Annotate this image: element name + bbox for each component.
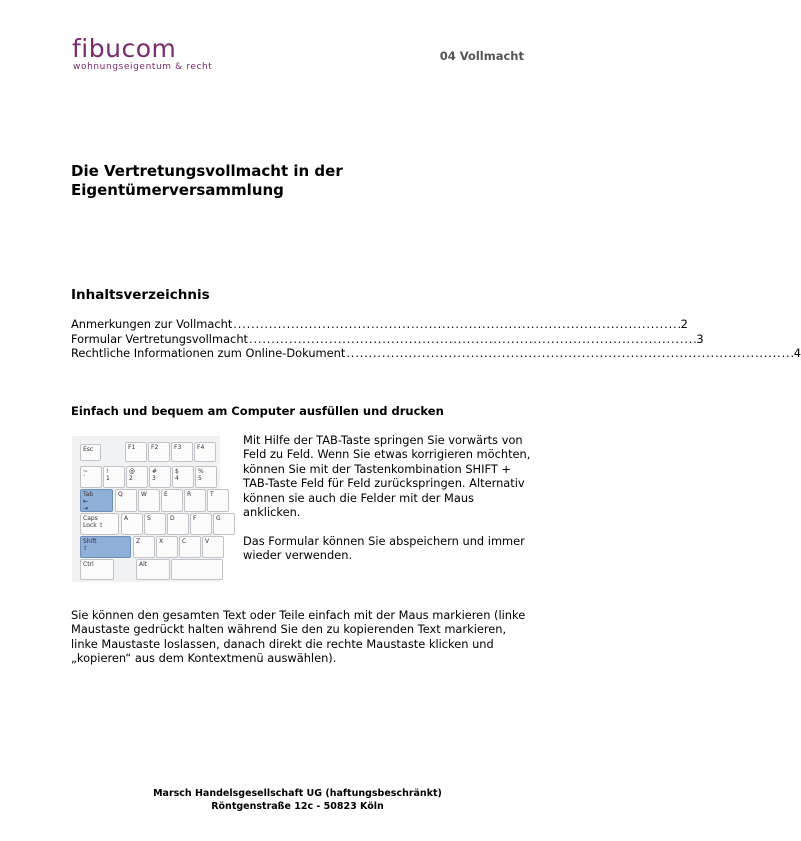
key-bottom-label: ` — [83, 475, 86, 482]
keyboard-illustration — [72, 436, 220, 582]
keyboard-key-r: R — [184, 489, 206, 512]
keyboard-key-esc: Esc — [80, 444, 101, 461]
toc-leader-dots — [346, 346, 792, 361]
keyboard-key-w: W — [138, 489, 160, 512]
caps-lock-icon: ⇪ — [98, 522, 104, 529]
keyboard-key-1 — [103, 466, 125, 488]
title-line-2: Eigentümerversammlung — [71, 181, 284, 199]
keyboard-key-f4: F4 — [194, 442, 216, 462]
keyboard-key-f3: F3 — [171, 442, 193, 462]
keyboard-key-f: F — [190, 513, 212, 535]
company-logo — [72, 36, 212, 72]
key-bottom-label: 2 — [129, 475, 133, 482]
toc-entry-label: Anmerkungen zur Vollmacht — [71, 317, 233, 331]
keyboard-key-4 — [172, 466, 194, 488]
key-top-label: ~ — [83, 468, 89, 475]
keyboard-key-space — [171, 559, 223, 580]
key-bottom-label: 5 — [198, 475, 202, 482]
key-label: Caps Lock — [83, 515, 98, 529]
keyboard-key-f2: F2 — [148, 442, 170, 462]
toc-entry[interactable] — [71, 331, 704, 347]
keyboard-key-tilde — [80, 466, 102, 488]
toc-entry[interactable] — [71, 317, 688, 332]
keyboard-key-q: Q — [115, 489, 137, 512]
key-top-label: $ — [175, 468, 179, 475]
keyboard-key-shift — [80, 536, 131, 558]
keyboard-key-g: G — [213, 513, 235, 535]
shift-arrow-icon: ⇧ — [83, 545, 89, 552]
key-bottom-label: 4 — [175, 475, 179, 482]
tab-arrows-icon: ⇤ ⇥ — [83, 498, 89, 512]
toc-entry-page: 3 — [696, 331, 704, 346]
keyboard-key-c: C — [179, 536, 201, 558]
toc-entry[interactable] — [71, 346, 801, 361]
keyboard-key-tab — [80, 489, 113, 512]
keyboard-key-t: T — [207, 489, 229, 512]
key-label: Shift — [83, 538, 97, 545]
instructions-paragraph: Das Formular können Sie abspeichern und immer wieder verwenden. — [243, 533, 525, 563]
key-bottom-label: 3 — [152, 475, 156, 482]
key-top-label: % — [198, 468, 204, 475]
keyboard-key-v: V — [202, 536, 224, 558]
keyboard-key-5 — [195, 466, 217, 488]
key-top-label: @ — [129, 468, 135, 475]
toc-entry-page: 2 — [680, 317, 688, 331]
keyboard-key-capslock — [80, 513, 119, 535]
keyboard-key-s: S — [144, 513, 166, 535]
toc-leader-dots — [233, 317, 679, 332]
keyboard-key-z: Z — [133, 536, 155, 558]
keyboard-key-alt: Alt — [136, 559, 170, 580]
toc-leader-dots — [249, 332, 695, 347]
copy-instructions-paragraph: Sie können den gesamten Text oder Teile einfach mit der Maus markieren (linke Maustaste gedrückt halten während Sie den zu kopierenden Text markieren, linke Maustaste loslassen, danach direkt die rechte Maustaste klicken und „kopieren“ aus dem Kontextmenü auswählen). — [71, 608, 526, 666]
logo-tagline: wohnungseigentum & recht — [73, 62, 213, 72]
toc-entry-page: 4 — [793, 346, 801, 360]
footer-address: Röntgenstraße 12c - 50823 Köln — [211, 800, 384, 812]
keyboard-key-e: E — [161, 489, 183, 512]
toc-entry-label: Formular Vertretungsvollmacht — [71, 331, 248, 346]
keyboard-key-f1: F1 — [125, 442, 147, 462]
instructions-paragraph: Mit Hilfe der TAB-Taste springen Sie vorwärts von Feld zu Feld. Wenn Sie etwas korrigieren möchten, können Sie mit der Tastenkombination SHIFT + TAB-Taste Feld für Feld zurückspringen. Alternativ können sie auch die Felder mit der Maus anklicken. — [243, 433, 531, 520]
keyboard-key-a: A — [121, 513, 143, 535]
section-heading: Einfach und bequem am Computer ausfüllen und drucken — [71, 404, 444, 418]
key-bottom-label: 1 — [106, 475, 110, 482]
document-label: 04 Vollmacht — [439, 49, 524, 63]
keyboard-key-x: X — [156, 536, 178, 558]
instructions-text — [243, 433, 533, 563]
logo-name: fibucom — [72, 34, 177, 63]
footer — [0, 788, 595, 813]
toc-entry-label: Rechtliche Informationen zum Online-Dokument — [71, 346, 346, 360]
key-label: Tab — [83, 491, 94, 498]
key-top-label: ! — [106, 468, 109, 475]
table-of-contents — [71, 317, 801, 361]
title-line-1: Die Vertretungsvollmacht in der — [71, 162, 343, 180]
keyboard-key-ctrl: Ctrl — [80, 559, 114, 580]
toc-heading: Inhaltsverzeichnis — [71, 287, 210, 303]
footer-company: Marsch Handelsgesellschaft UG (haftungsbeschränkt) — [153, 788, 442, 799]
document-title — [71, 162, 491, 200]
keyboard-key-3 — [149, 466, 171, 488]
key-top-label: # — [152, 468, 158, 475]
keyboard-key-2 — [126, 466, 148, 488]
keyboard-key-d: D — [167, 513, 189, 535]
